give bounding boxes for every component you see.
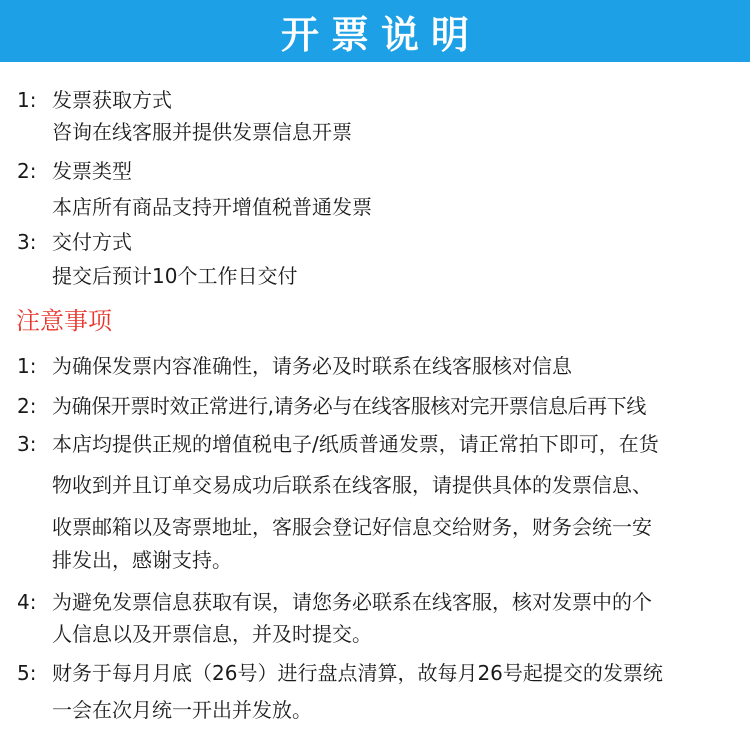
section-title: 发票类型 (52, 159, 132, 183)
notice-line: 为确保发票内容准确性，请务必及时联系在线客服核对信息 (52, 354, 572, 378)
page-title: 开票说明 (280, 12, 481, 57)
section-detail: 提交后预计10个工作日交付 (52, 264, 298, 288)
section-detail: 咨询在线客服并提供发票信息开票 (52, 120, 352, 144)
section-detail: 本店所有商品支持开增值税普通发票 (52, 195, 372, 219)
section-number: 1: (17, 88, 37, 112)
notice-line: 排发出，感谢支持。 (52, 548, 232, 572)
notice-line: 物收到并且订单交易成功后联系在线客服，请提供具体的发票信息、 (52, 473, 652, 497)
notice-line: 财务于每月月底（26号）进行盘点清算，故每月26号起提交的发票统 (52, 661, 663, 685)
notice-number: 4: (17, 590, 37, 614)
notice-line: 为避免发票信息获取有误，请您务必联系在线客服，核对发票中的个 (52, 590, 652, 614)
notice-title: 注意事项 (16, 307, 112, 335)
section-number: 3: (17, 230, 37, 254)
section-title: 发票获取方式 (52, 88, 172, 112)
notice-line: 为确保开票时效正常进行,请务必与在线客服核对完开票信息后再下线 (52, 394, 646, 418)
section-title: 交付方式 (52, 230, 132, 254)
notice-line: 一会在次月统一开出并发放。 (52, 698, 312, 722)
notice-number: 3: (17, 432, 37, 456)
notice-number: 2: (17, 394, 37, 418)
notice-number: 1: (17, 354, 37, 378)
notice-line: 收票邮箱以及寄票地址，客服会登记好信息交给财务，财务会统一安 (52, 515, 652, 539)
header-banner (0, 0, 750, 62)
section-number: 2: (17, 159, 37, 183)
notice-line: 人信息以及开票信息，并及时提交。 (52, 622, 372, 646)
notice-line: 本店均提供正规的增值税电子/纸质普通发票，请正常拍下即可，在货 (52, 432, 659, 456)
notice-number: 5: (17, 661, 37, 685)
